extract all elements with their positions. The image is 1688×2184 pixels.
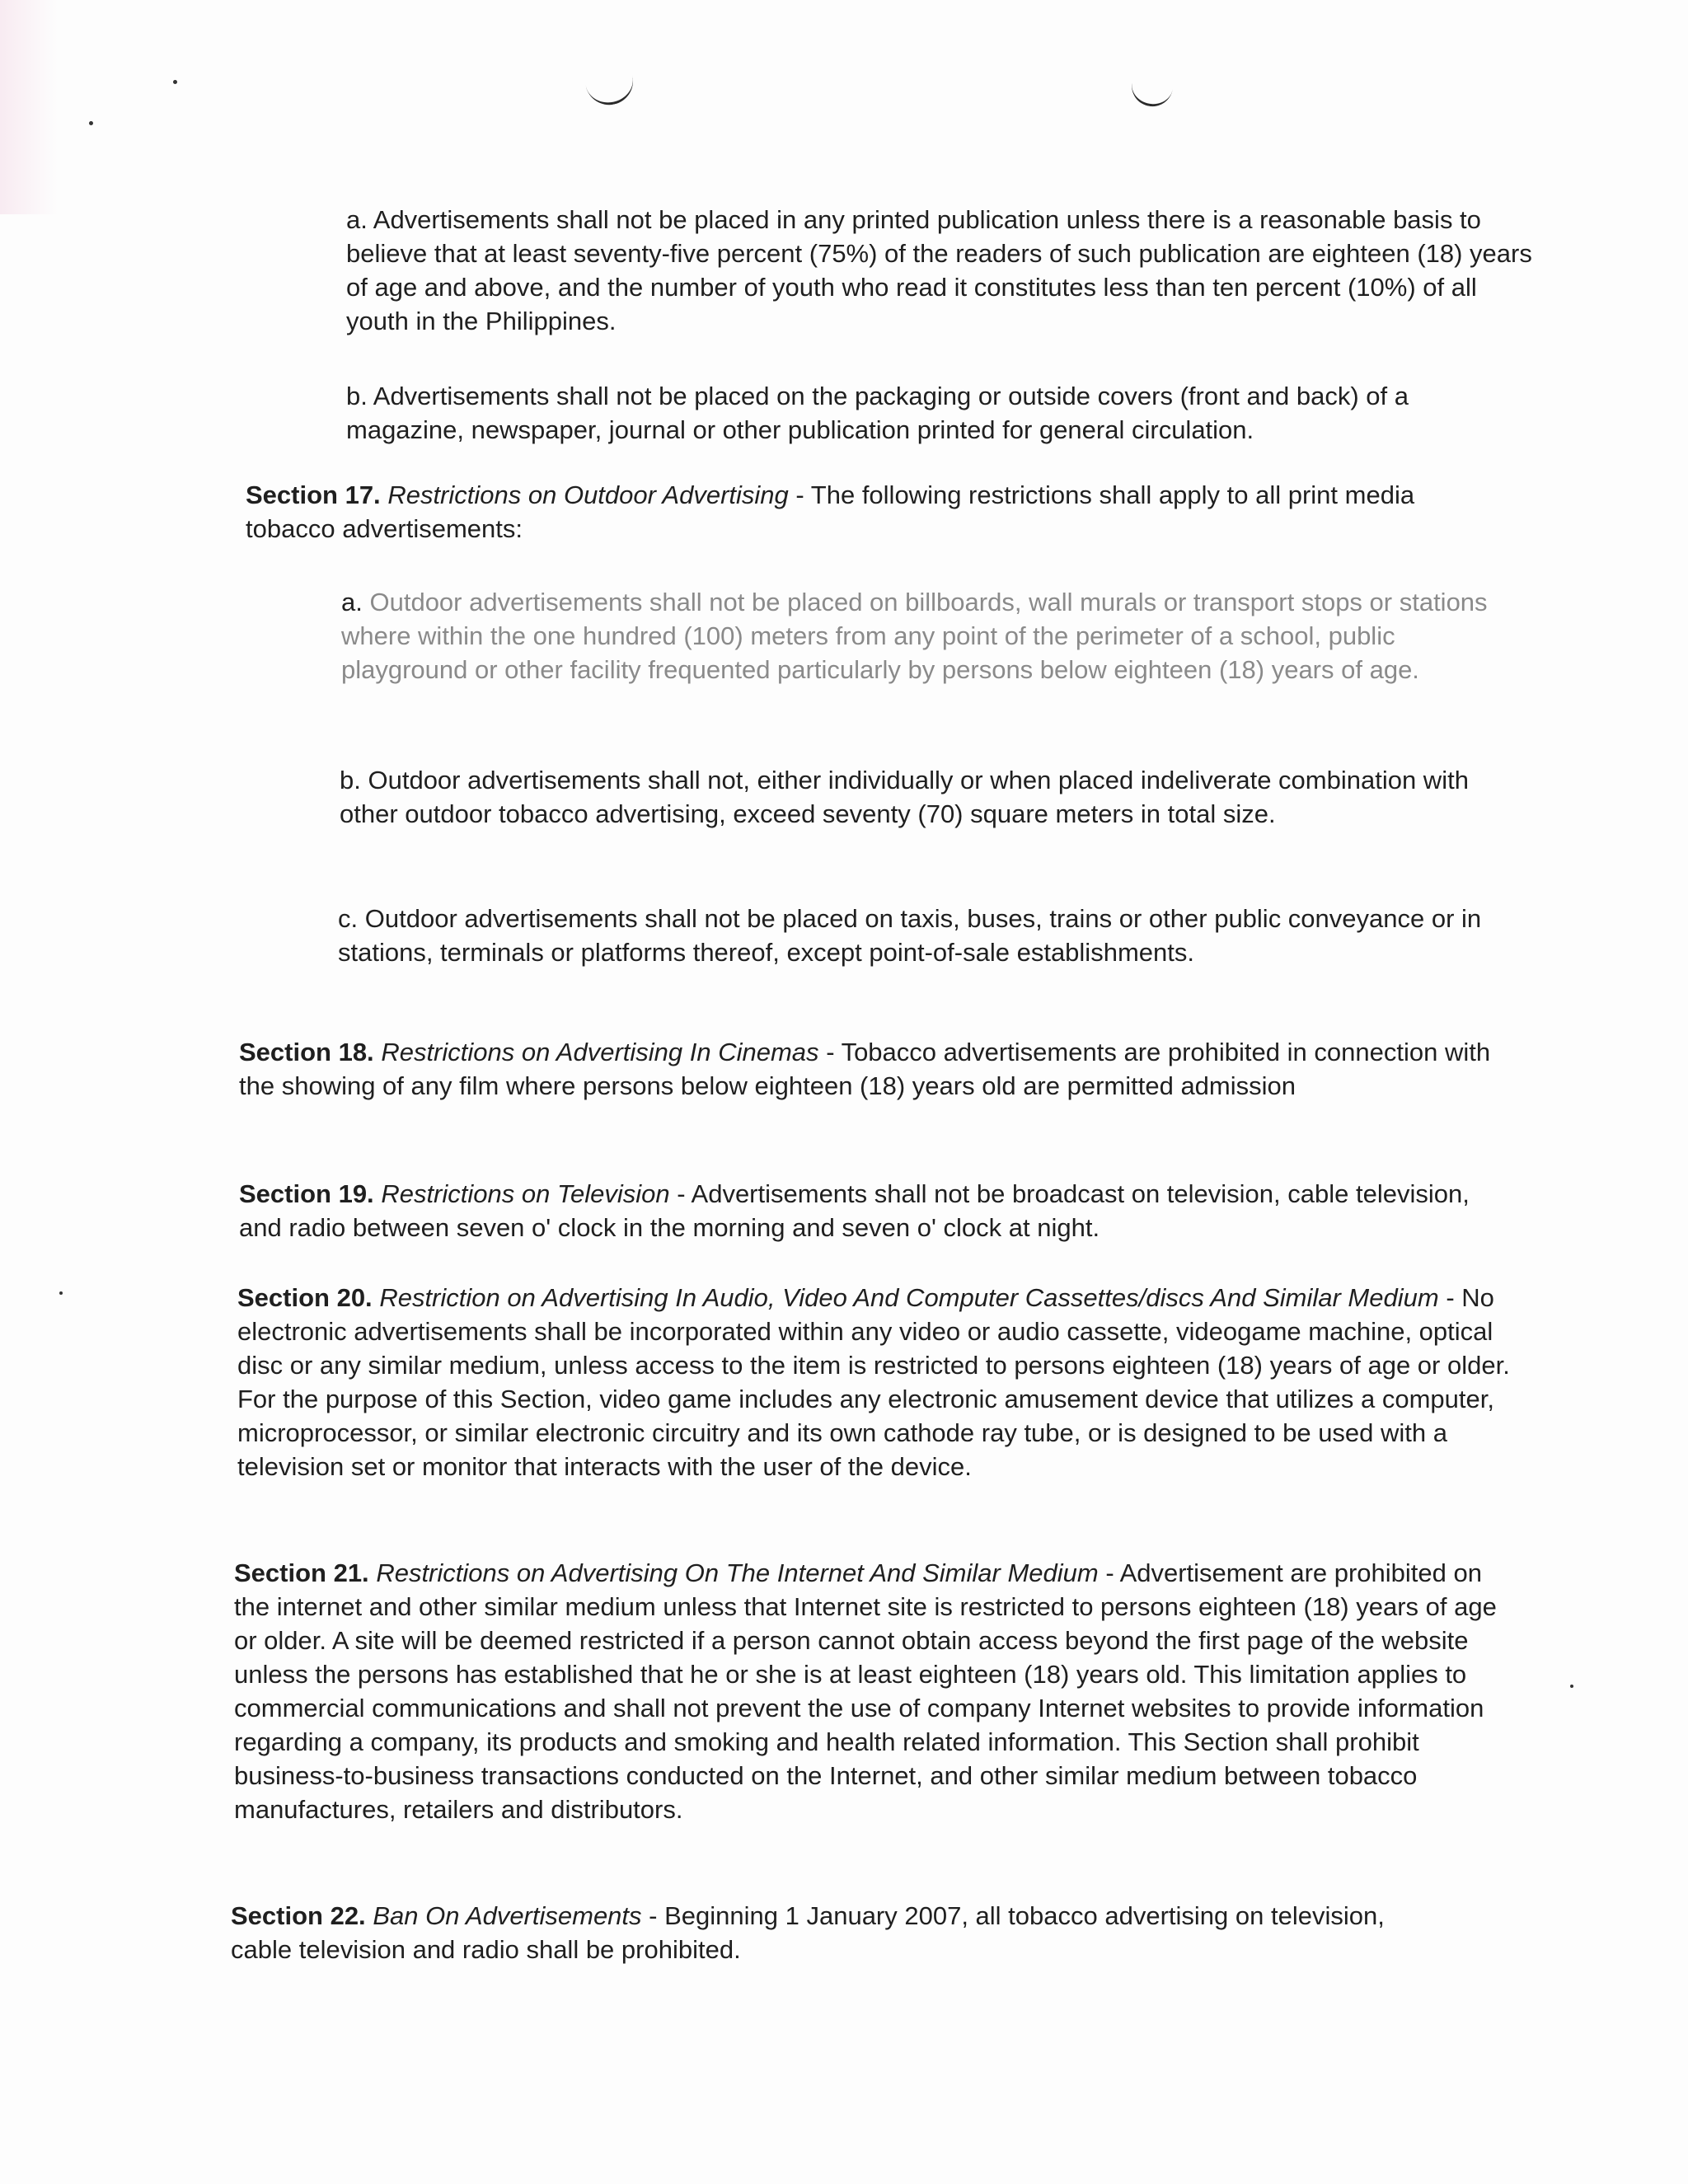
item-17a [341, 585, 1512, 687]
item-label: b. [346, 382, 368, 410]
item-text: Outdoor advertisements shall not, either individually or when placed indeliverate combination with other outdoor tobacco advertising, exceed seventy (70) square meters in total size. [340, 766, 1469, 828]
section-22 [231, 1899, 1418, 1966]
scan-edge-tint [0, 0, 58, 214]
item-17b [340, 763, 1510, 831]
item-label: c. [338, 904, 359, 933]
item-label: a. [346, 205, 368, 234]
section-text: - No electronic advertisements shall be incorporated within any video or audio cassette, videogame machine, optical disc or any similar medium, unless access to the item is restricted to persons eighteen (18) years of age or older. For the purpose of this Section, video game includes any electronic amusement device that utilizes a computer, microprocessor, or similar electronic circuitry and its own cathode ray tube, or is designed to be used with a television set or monitor that interacts with the user of the device. [237, 1283, 1510, 1481]
section-number: Section 21. [234, 1558, 369, 1587]
section-title: Restrictions on Outdoor Advertising [387, 480, 789, 509]
scan-speck [59, 1291, 63, 1295]
section-number: Section 20. [237, 1283, 373, 1312]
section-text: - The following restrictions shall apply to all print media tobacco advertisements: [246, 480, 1415, 543]
item-label: b. [340, 766, 361, 794]
section-title: Restrictions on Advertising On The Internet And Similar Medium [376, 1558, 1099, 1587]
section-20 [237, 1281, 1511, 1483]
scan-speck [173, 80, 177, 84]
item-text: Advertisements shall not be placed on the packaging or outside covers (front and back) of a magazine, newspaper, journal or other publication printed for general circulation. [346, 382, 1409, 444]
section-17 [246, 478, 1498, 546]
section-title: Ban On Advertisements [373, 1901, 642, 1930]
section-18 [239, 1035, 1508, 1103]
item-16a [346, 203, 1533, 338]
scan-speck [89, 121, 93, 125]
item-text: Outdoor advertisements shall not be placed on billboards, wall murals or transport stops or stations where within the one hundred (100) meters from any point of the perimeter of a school, public playground or other facility frequented particularly by persons below eighteen (18) years of age. [341, 588, 1488, 684]
section-text: - Advertisement are prohibited on the internet and other similar medium unless that Internet site is restricted to persons eighteen (18) years of age or older. A site will be deemed restricted if a person cannot obtain access beyond the first page of the website unless the persons has established that he or she is at least eighteen (18) years old. This limitation applies to commercial communications and shall not prevent the use of company Internet websites to provide information regarding a company, its products and smoking and health related information. This Section shall prohibit business-to-business transactions conducted on the Internet, and other similar medium between tobacco manufactures, retailers and distributors. [234, 1558, 1497, 1824]
item-16b [346, 379, 1533, 447]
section-number: Section 18. [239, 1038, 374, 1066]
section-text: - Advertisements shall not be broadcast on television, cable television, and radio between seven o' clock in the morning and seven o' clock at night. [239, 1179, 1470, 1242]
section-19 [239, 1177, 1508, 1244]
item-17c [338, 902, 1508, 969]
section-text: - Beginning 1 January 2007, all tobacco advertising on television, cable television and radio shall be prohibited. [231, 1901, 1385, 1964]
section-number: Section 22. [231, 1901, 366, 1930]
item-label: a. [341, 588, 363, 616]
scan-mark-left [584, 68, 638, 109]
item-text: Advertisements shall not be placed in any printed publication unless there is a reasonable basis to believe that at least seventy-five percent (75%) of the readers of such publication are eighteen (18) years of age and above, and the number of youth who read it constitutes less than ten percent (10%) of all youth in the Philippines. [346, 205, 1532, 335]
section-21 [234, 1556, 1516, 1826]
section-title: Restrictions on Television [381, 1179, 670, 1208]
section-number: Section 17. [246, 480, 381, 509]
item-text: Outdoor advertisements shall not be placed on taxis, buses, trains or other public conveyance or in stations, terminals or platforms thereof, except point-of-sale establishments. [338, 904, 1482, 967]
scan-mark-right [1128, 73, 1175, 110]
section-number: Section 19. [239, 1179, 374, 1208]
scan-speck [1570, 1685, 1573, 1688]
section-title: Restriction on Advertising In Audio, Video And Computer Cassettes/discs And Similar Medium [379, 1283, 1439, 1312]
section-text: - Tobacco advertisements are prohibited in connection with the showing of any film where persons below eighteen (18) years old are permitted admission [239, 1038, 1491, 1100]
section-title: Restrictions on Advertising In Cinemas [381, 1038, 819, 1066]
